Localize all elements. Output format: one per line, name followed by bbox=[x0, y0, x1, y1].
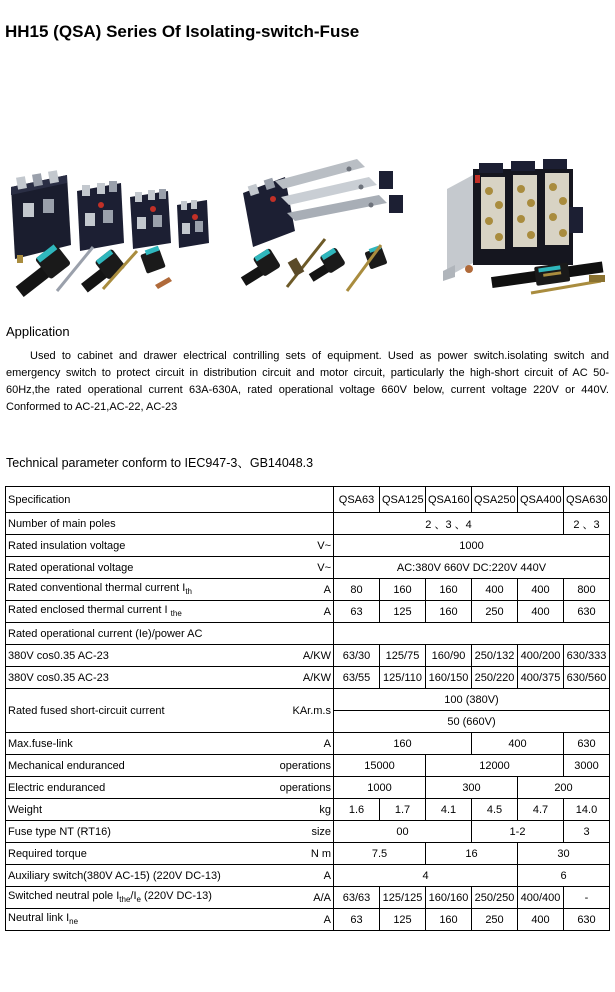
spec-row bbox=[6, 733, 610, 755]
spec-value-cell: 1.7 bbox=[380, 799, 426, 821]
operating-handle-icon bbox=[304, 247, 346, 284]
unit-label: V~ bbox=[317, 561, 331, 574]
spec-row-label-12: Weight kg bbox=[6, 799, 334, 821]
spec-value-cell: 125 bbox=[380, 601, 426, 623]
spec-value-cell: 7.5 bbox=[334, 843, 426, 865]
spec-row-label-8: Rated fused short-circuit current KAr.m.s bbox=[6, 689, 334, 733]
spec-row-label-11: Electric enduranced operations bbox=[6, 777, 334, 799]
spec-row-label-7: 380V cos0.35 AC-23 A/KW bbox=[6, 667, 334, 689]
spec-value-cell: 125/75 bbox=[380, 645, 426, 667]
switch-unit-icon bbox=[177, 200, 209, 248]
spec-row bbox=[6, 513, 610, 535]
spec-row-label-10: Mechanical enduranced operations bbox=[6, 755, 334, 777]
spec-header-label: Specification bbox=[6, 487, 334, 513]
application-paragraph: Used to cabinet and drawer electrical contrilling sets of equipment. Used as power switch.isolating switch and emergency switch to protect circuit in distribution circuit and motor circuit, particularly the high-short circuit of AC 50-60Hz,the rated operational current 63A-630A, rated operational voltage 660V below, current voltage 220V or 440V. Conformed to AC-21,AC-22, AC-23 bbox=[6, 350, 609, 413]
spec-row bbox=[6, 689, 610, 711]
unit-label: A bbox=[323, 737, 331, 750]
product-photo-middle bbox=[229, 147, 429, 299]
spec-value-cell: 14.0 bbox=[564, 799, 610, 821]
unit-label: A/A bbox=[313, 891, 331, 904]
spec-value-cell: 160/150 bbox=[426, 667, 472, 689]
unit-label: A bbox=[323, 913, 331, 926]
spec-value-cell: 3000 bbox=[564, 755, 610, 777]
spec-row-label-14: Required torque N m bbox=[6, 843, 334, 865]
spec-value-cell: 250/220 bbox=[472, 667, 518, 689]
spec-row-label-6: 380V cos0.35 AC-23 A/KW bbox=[6, 645, 334, 667]
spec-row-label-13: Fuse type NT (RT16) size bbox=[6, 821, 334, 843]
spec-value-cell: 125/110 bbox=[380, 667, 426, 689]
spec-value-cell: 2 、3 bbox=[564, 513, 610, 535]
spec-value-cell: 400/375 bbox=[518, 667, 564, 689]
spec-row bbox=[6, 557, 610, 579]
unit-label: A/KW bbox=[302, 671, 331, 684]
spec-value-cell: QSA400 bbox=[518, 487, 564, 513]
unit-label: N m bbox=[310, 847, 331, 860]
spec-row-label-4: Rated enclosed thermal current I $_{the}$ A bbox=[6, 601, 334, 623]
spec-row-label-3: Rated conventional thermal current $I_{th}$ A bbox=[6, 579, 334, 601]
fuse-switch-assembly-icon bbox=[443, 159, 583, 281]
spec-row bbox=[6, 843, 610, 865]
spec-value-cell: 400 bbox=[518, 909, 564, 931]
spec-value-cell: 300 bbox=[426, 777, 518, 799]
spec-value-cell: 400/200 bbox=[518, 645, 564, 667]
spec-value-cell: 100 (380V) bbox=[334, 689, 610, 711]
switch-unit-icon bbox=[130, 189, 171, 249]
application-heading: Application bbox=[6, 324, 70, 339]
spec-row bbox=[6, 645, 610, 667]
spec-value-cell: 250/250 bbox=[472, 887, 518, 909]
product-photos bbox=[5, 147, 610, 299]
spec-row-label-1: Rated insulation voltage V~ bbox=[6, 535, 334, 557]
product-photo-right bbox=[439, 147, 609, 299]
spec-value-cell: 12000 bbox=[426, 755, 564, 777]
spec-value-cell: 630 bbox=[564, 601, 610, 623]
spec-value-cell: 200 bbox=[518, 777, 610, 799]
spec-value-cell: 63/55 bbox=[334, 667, 380, 689]
spec-value-cell bbox=[334, 623, 610, 645]
operating-handle-icon bbox=[236, 248, 282, 288]
unit-label: size bbox=[311, 825, 331, 838]
spec-value-cell: 250/132 bbox=[472, 645, 518, 667]
spec-value-cell: 160/160 bbox=[426, 887, 472, 909]
spec-value-cell: 160 bbox=[426, 579, 472, 601]
spec-row-label-16: Switched neutral pole $I_{the}/I_e$ (220V DC-13) A/A bbox=[6, 887, 334, 909]
brass-fitting-icon bbox=[589, 275, 605, 282]
spec-value-cell: 160 bbox=[380, 579, 426, 601]
spec-table bbox=[5, 486, 610, 931]
switch-unit-icon bbox=[11, 170, 71, 263]
spec-value-cell: 1-2 bbox=[472, 821, 564, 843]
spec-row bbox=[6, 887, 610, 909]
spec-value-cell: 4.7 bbox=[518, 799, 564, 821]
spec-value-cell: 160 bbox=[426, 601, 472, 623]
switch-unit-icon bbox=[77, 181, 124, 251]
spec-row bbox=[6, 777, 610, 799]
spec-value-cell: 4 bbox=[334, 865, 518, 887]
unit-label: V~ bbox=[317, 539, 331, 552]
spec-row-label-2: Rated operational voltage V~ bbox=[6, 557, 334, 579]
spec-value-cell: 630/333 bbox=[564, 645, 610, 667]
spec-value-cell: - bbox=[564, 887, 610, 909]
spec-value-cell: 63/63 bbox=[334, 887, 380, 909]
spec-value-cell: 160 bbox=[334, 733, 472, 755]
spec-value-cell: QSA160 bbox=[426, 487, 472, 513]
spec-value-cell: QSA630 bbox=[564, 487, 610, 513]
spec-value-cell: 160 bbox=[426, 909, 472, 931]
spec-row bbox=[6, 601, 610, 623]
spec-value-cell: 1.6 bbox=[334, 799, 380, 821]
unit-label: operations bbox=[279, 759, 331, 772]
spec-value-cell: 4.1 bbox=[426, 799, 472, 821]
spec-value-cell: 80 bbox=[334, 579, 380, 601]
spec-value-cell: 63 bbox=[334, 909, 380, 931]
technical-parameter-heading: Technical parameter conform to IEC947-3、GB14048.3 bbox=[6, 456, 314, 470]
spec-value-cell: 630 bbox=[564, 909, 610, 931]
operating-handle-icon bbox=[140, 246, 166, 274]
spec-value-cell: 125/125 bbox=[380, 887, 426, 909]
brass-rod-icon bbox=[347, 245, 381, 291]
spec-row bbox=[6, 579, 610, 601]
spec-value-cell: 63 bbox=[334, 601, 380, 623]
spec-value-cell: 160/90 bbox=[426, 645, 472, 667]
spec-value-cell: 00 bbox=[334, 821, 472, 843]
spec-row-label-15: Auxiliary switch(380V AC-15) (220V DC-13) A bbox=[6, 865, 334, 887]
spec-row-label-5: Rated operational current (Ie)/power AC bbox=[6, 623, 334, 645]
spec-value-cell: 6 bbox=[518, 865, 610, 887]
page-title: HH15 (QSA) Series Of Isolating-switch-Fuse bbox=[5, 22, 360, 41]
spec-value-cell: 2 、3 、4 bbox=[334, 513, 564, 535]
copper-link-icon bbox=[155, 277, 172, 289]
spec-value-cell: 400 bbox=[472, 733, 564, 755]
spec-row bbox=[6, 755, 610, 777]
spec-value-cell: 4.5 bbox=[472, 799, 518, 821]
spec-row-label-17: Neutral link $I_{ne}$ A bbox=[6, 909, 334, 931]
spec-header-row bbox=[6, 487, 610, 513]
spec-value-cell: 1000 bbox=[334, 535, 610, 557]
unit-label: A bbox=[323, 583, 331, 596]
spec-row bbox=[6, 909, 610, 931]
spec-value-cell: 250 bbox=[472, 601, 518, 623]
spec-row bbox=[6, 821, 610, 843]
spec-value-cell: QSA63 bbox=[334, 487, 380, 513]
spec-value-cell: 630/560 bbox=[564, 667, 610, 689]
spec-row-label-9: Max.fuse-link A bbox=[6, 733, 334, 755]
switch-with-busbars-icon bbox=[243, 159, 403, 247]
unit-label: A/KW bbox=[302, 649, 331, 662]
unit-label: KAr.m.s bbox=[292, 704, 331, 717]
spec-value-cell: 30 bbox=[518, 843, 610, 865]
spec-value-cell: 16 bbox=[426, 843, 518, 865]
spec-value-cell: 63/30 bbox=[334, 645, 380, 667]
operating-handle-icon bbox=[364, 245, 387, 269]
spec-value-cell: 400 bbox=[472, 579, 518, 601]
spec-value-cell: 250 bbox=[472, 909, 518, 931]
spec-value-cell: 50 (660V) bbox=[334, 711, 610, 733]
spec-value-cell: 1000 bbox=[334, 777, 426, 799]
unit-label: kg bbox=[319, 803, 331, 816]
spec-value-cell: QSA250 bbox=[472, 487, 518, 513]
spec-row bbox=[6, 535, 610, 557]
unit-label: A bbox=[323, 869, 331, 882]
spec-row bbox=[6, 799, 610, 821]
spec-value-cell: 400 bbox=[518, 601, 564, 623]
spec-row bbox=[6, 865, 610, 887]
spec-row-label-0: Number of main poles bbox=[6, 513, 334, 535]
spec-row bbox=[6, 667, 610, 689]
spec-value-cell: 400/400 bbox=[518, 887, 564, 909]
unit-label: A bbox=[323, 605, 331, 618]
spec-value-cell: 15000 bbox=[334, 755, 426, 777]
spec-table-body bbox=[6, 487, 610, 931]
spec-value-cell: 630 bbox=[564, 733, 610, 755]
product-photo-left bbox=[5, 147, 219, 299]
unit-label: operations bbox=[279, 781, 331, 794]
spec-value-cell: 125 bbox=[380, 909, 426, 931]
spec-value-cell: QSA125 bbox=[380, 487, 426, 513]
spec-value-cell: 3 bbox=[564, 821, 610, 843]
spec-value-cell: 800 bbox=[564, 579, 610, 601]
spec-row bbox=[6, 623, 610, 645]
spec-value-cell: 400 bbox=[518, 579, 564, 601]
spec-value-cell: AC:380V 660V DC:220V 440V bbox=[334, 557, 610, 579]
